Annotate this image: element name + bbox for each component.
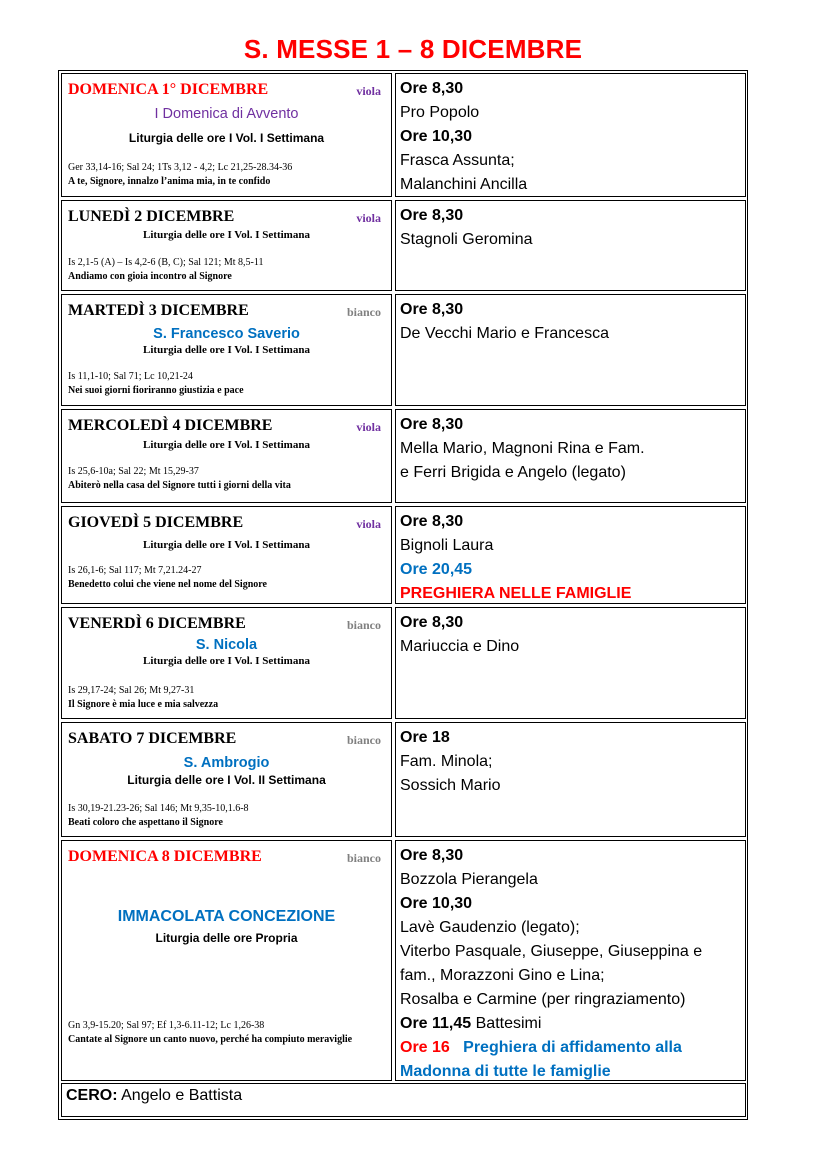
mass-line (400, 534, 741, 558)
mass-line (400, 204, 741, 228)
psalm-refrain: Abiterò nella casa del Signore tutti i giorni della vita (68, 480, 291, 491)
readings: Is 30,19-21.23-26; Sal 146; Mt 9,35-10,1.6-8 (68, 803, 249, 814)
mass-intention: Bozzola Pierangela (400, 871, 538, 888)
day-info-cell (61, 840, 392, 1081)
readings: Is 29,17-24; Sal 26; Mt 9,27-31 (68, 685, 195, 696)
feast-name: S. Francesco Saverio (153, 326, 300, 342)
mass-intention: Sossich Mario (400, 777, 501, 794)
mass-line (400, 916, 741, 940)
mass-line (400, 1060, 741, 1081)
liturgy-hours: Liturgia delle ore I Vol. I Settimana (143, 655, 310, 667)
mass-time: Ore 8,30 (400, 513, 464, 530)
feast-name: I Domenica di Avvento (154, 106, 299, 122)
mass-line (400, 461, 741, 485)
day-heading: VENERDÌ 6 DICEMBRE (68, 615, 246, 632)
liturgy-hours: Liturgia delle ore I Vol. I Settimana (143, 344, 310, 356)
mass-intention: Viterbo Pasquale, Giuseppe, Giuseppina e (400, 943, 703, 960)
feast-name: IMMACOLATA CONCEZIONE (117, 908, 336, 925)
mass-time: Ore 8,30 (400, 301, 464, 318)
mass-time: Ore 8,30 (400, 416, 464, 433)
mass-list (400, 77, 741, 197)
mass-line (400, 611, 741, 635)
readings: Ger 33,14-16; Sal 24; 1Ts 3,12 - 4,2; Lc 21,25-28.34-36 (68, 162, 293, 173)
event-label: PREGHIERA NELLE FAMIGLIE (400, 585, 632, 602)
mass-line (400, 964, 741, 988)
mass-intention: e Ferri Brigida e Angelo (legato) (400, 464, 626, 481)
mass-intentions-cell (395, 409, 746, 503)
mass-line (400, 510, 741, 534)
mass-time: Ore 20,45 (400, 561, 473, 578)
mass-line (400, 750, 741, 774)
mass-intentions-cell (395, 506, 746, 604)
mass-intention: fam., Morazzoni Gino e Lina; (400, 967, 605, 984)
cero-value: Angelo e Battista (117, 1087, 243, 1104)
liturgy-hours: Liturgia delle ore I Vol. II Settimana (127, 773, 326, 787)
page-title: S. MESSE 1 – 8 DICEMBRE (243, 34, 583, 64)
readings: Is 11,1-10; Sal 71; Lc 10,21-24 (68, 371, 193, 382)
mass-line (400, 844, 741, 868)
mass-time: Ore 16 (400, 1039, 450, 1056)
mass-list (400, 204, 741, 252)
mass-line (400, 437, 741, 461)
mass-line (400, 77, 741, 101)
mass-intentions-cell (395, 722, 746, 837)
mass-intention: Lavè Gaudenzio (legato); (400, 919, 580, 936)
mass-line (400, 988, 741, 1012)
mass-intentions-cell (395, 840, 746, 1081)
mass-line (400, 726, 741, 750)
mass-line (400, 1012, 741, 1036)
liturgical-color: bianco (346, 305, 381, 319)
event-label: Preghiera di affidamento alla (449, 1039, 682, 1056)
cero-row (61, 1083, 746, 1117)
liturgical-color: bianco (346, 618, 381, 632)
liturgy-hours: Liturgia delle ore I Vol. I Settimana (128, 131, 325, 145)
day-info-cell (61, 722, 392, 837)
mass-line (400, 868, 741, 892)
mass-line (400, 940, 741, 964)
mass-line (400, 298, 741, 322)
liturgy-hours: Liturgia delle ore Propria (155, 931, 298, 945)
mass-intention: Mariuccia e Dino (400, 638, 520, 655)
psalm-refrain: Nei suoi giorni fioriranno giustizia e pace (68, 385, 244, 396)
mass-intention: Pro Popolo (400, 104, 480, 121)
psalm-refrain: Il Signore è mia luce e mia salvezza (68, 699, 219, 710)
event-label: Madonna di tutte le famiglie (400, 1063, 611, 1080)
day-info-cell (61, 73, 392, 197)
mass-line (400, 558, 741, 582)
readings: Is 26,1-6; Sal 117; Mt 7,21.24-27 (68, 565, 202, 576)
mass-list (400, 844, 741, 1081)
mass-time: Ore 10,30 (400, 895, 473, 912)
mass-time: Ore 8,30 (400, 80, 464, 97)
mass-line (400, 322, 741, 346)
day-info-cell (61, 200, 392, 291)
mass-list (400, 726, 741, 798)
day-heading: GIOVEDÌ 5 DICEMBRE (68, 514, 244, 531)
readings: Gn 3,9-15.20; Sal 97; Ef 1,3-6.11-12; Lc 1,26-38 (68, 1020, 265, 1031)
day-heading: MARTEDÌ 3 DICEMBRE (68, 302, 249, 319)
psalm-refrain: Andiamo con gioia incontro al Signore (68, 271, 232, 282)
readings: Is 2,1-5 (A) – Is 4,2-6 (B, C); Sal 121; Mt 8,5-11 (68, 257, 264, 268)
mass-line (400, 635, 741, 659)
liturgical-color: viola (356, 84, 381, 98)
mass-intentions-cell (395, 73, 746, 197)
psalm-refrain: Beati coloro che aspettano il Signore (68, 817, 223, 828)
mass-time: Ore 8,30 (400, 847, 464, 864)
psalm-refrain: Cantate al Signore un canto nuovo, perché ha compiuto meraviglie (68, 1034, 353, 1045)
mass-intentions-cell (395, 607, 746, 719)
mass-intentions-cell (395, 200, 746, 291)
day-info-cell (61, 607, 392, 719)
mass-list (400, 510, 741, 604)
mass-intention: Frasca Assunta; (400, 152, 515, 169)
mass-intention: De Vecchi Mario e Francesca (400, 325, 609, 342)
mass-line (400, 173, 741, 197)
mass-intention: Rosalba e Carmine (per ringraziamento) (400, 991, 686, 1008)
mass-list (400, 611, 741, 659)
mass-line (400, 1036, 741, 1060)
day-heading: MERCOLEDÌ 4 DICEMBRE (68, 417, 273, 434)
mass-time: Ore 18 (400, 729, 450, 746)
day-heading: DOMENICA 8 DICEMBRE (68, 848, 262, 865)
day-info-cell (61, 506, 392, 604)
psalm-refrain: A te, Signore, innalzo l’anima mia, in te confido (68, 176, 271, 187)
feast-name: S. Nicola (195, 637, 258, 653)
day-heading: DOMENICA 1° DICEMBRE (68, 81, 269, 98)
mass-line (400, 125, 741, 149)
liturgy-hours: Liturgia delle ore I Vol. I Settimana (143, 439, 310, 451)
feast-name: S. Ambrogio (183, 755, 270, 771)
day-info-cell (61, 294, 392, 406)
mass-time: Ore 8,30 (400, 614, 464, 631)
liturgical-color: bianco (346, 733, 381, 747)
liturgy-hours: Liturgia delle ore I Vol. I Settimana (143, 229, 310, 241)
psalm-refrain: Benedetto colui che viene nel nome del Signore (68, 579, 267, 590)
day-heading: SABATO 7 DICEMBRE (68, 730, 237, 747)
cero-text (66, 1087, 242, 1105)
mass-time: Ore 10,30 (400, 128, 473, 145)
liturgy-hours: Liturgia delle ore I Vol. I Settimana (143, 539, 310, 551)
day-heading: LUNEDÌ 2 DICEMBRE (68, 208, 235, 225)
day-info-cell (61, 409, 392, 503)
liturgical-color: viola (356, 420, 381, 434)
mass-time: Ore 8,30 (400, 207, 464, 224)
mass-intention: Fam. Minola; (400, 753, 493, 770)
mass-line (400, 228, 741, 252)
liturgical-color: bianco (346, 851, 381, 865)
readings: Is 25,6-10a; Sal 22; Mt 15,29-37 (68, 466, 199, 477)
liturgical-color: viola (356, 517, 381, 531)
mass-intention: Stagnoli Geromina (400, 231, 533, 248)
mass-line (400, 149, 741, 173)
mass-intention: Bignoli Laura (400, 537, 494, 554)
mass-list (400, 413, 741, 485)
mass-line (400, 101, 741, 125)
mass-intention: Mella Mario, Magnoni Rina e Fam. (400, 440, 645, 457)
mass-list (400, 298, 741, 346)
mass-line (400, 413, 741, 437)
mass-note: Battesimi (471, 1015, 542, 1032)
mass-time: Ore 11,45 (400, 1015, 472, 1032)
mass-line (400, 582, 741, 604)
mass-line (400, 774, 741, 798)
mass-intention: Malanchini Ancilla (400, 176, 528, 193)
cero-label: CERO: (66, 1087, 118, 1104)
mass-intentions-cell (395, 294, 746, 406)
mass-line (400, 892, 741, 916)
liturgical-color: viola (356, 211, 381, 225)
